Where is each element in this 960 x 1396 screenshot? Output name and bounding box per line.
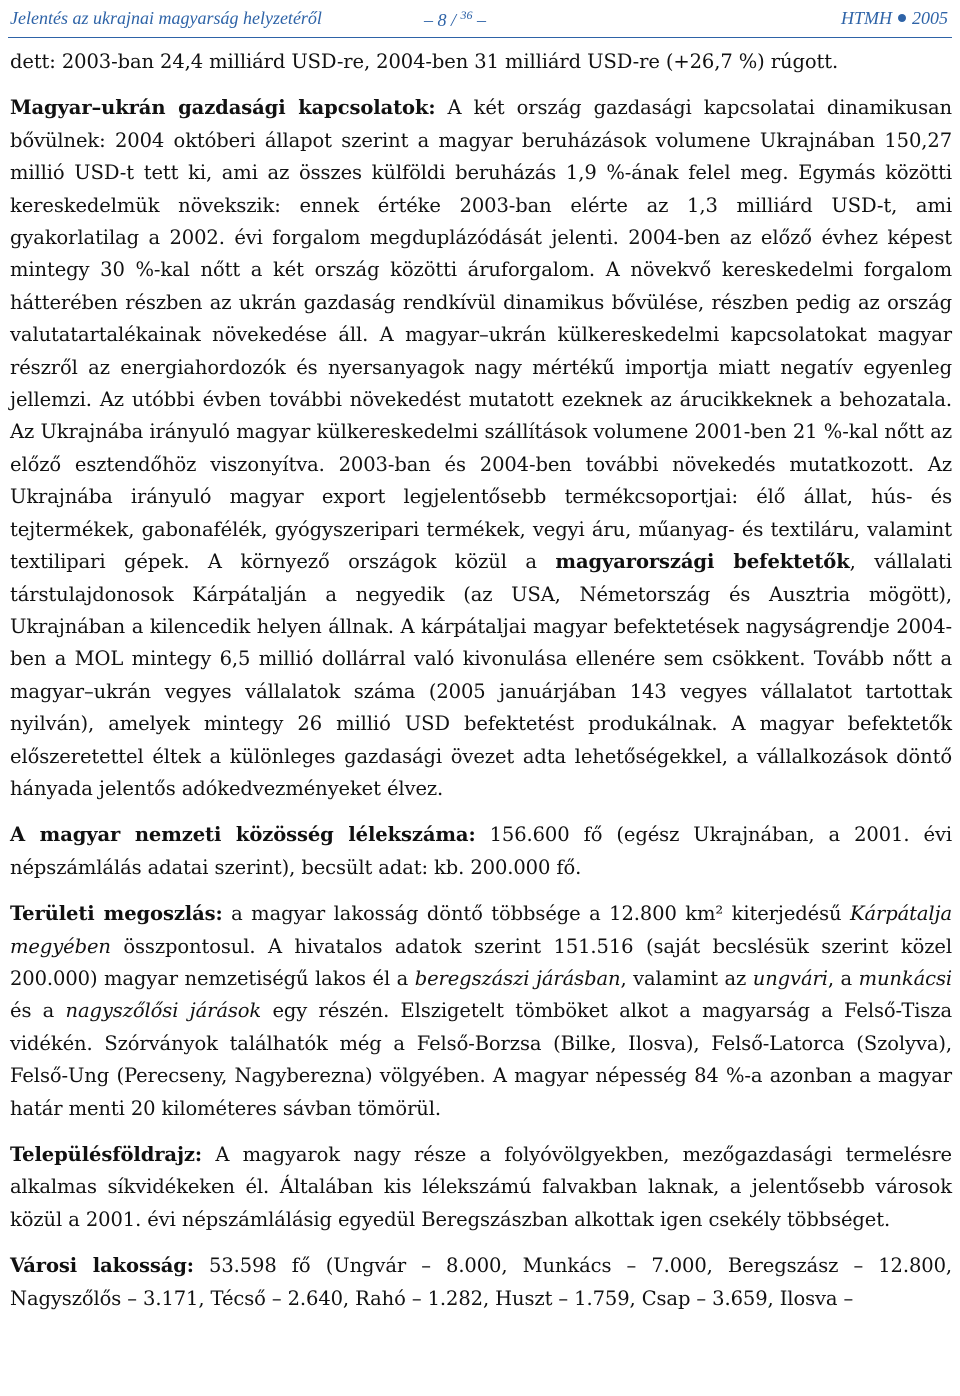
document-title: Jelentés az ukrajnai magyarság helyzetéről xyxy=(10,8,322,28)
page-suffix: – xyxy=(472,10,487,30)
italic-phrase: Kárpátalja megyében xyxy=(10,902,952,958)
paragraph-text: 53.598 fő (Ungvár – 8.000, Munkács – 7.000, Beregszász – 12.800, Nagyszőlős – 3.171, Técső – 2.640, Rahó – 1.282, Huszt – 1.759, Csap – 3.659, Ilosva – xyxy=(10,1254,952,1310)
header-org xyxy=(841,8,948,29)
italic-phrase: nagyszőlősi járások xyxy=(65,999,262,1023)
bold-phrase: magyarországi befektetők xyxy=(555,550,850,574)
page-header xyxy=(0,0,960,40)
paragraph-text: A két ország gazdasági kapcsolatai dinamikusan bővülnek: 2004 októberi állapot szerint a magyar beruházások volumene Ukrajnában 150,27 millió USD-t tett ki, ami az összes külföldi beruházás 1,9 %-ának felel meg. Egymás közötti kereskedelmük növekszik: ennek értéke 2003-ban elérte az 1,3 milliárd USD-t, ami gyakorlatilag a 2002. évi forgalom megduplázódását jelenti. 2004-ben az előző évhez képest mintegy 30 %-kal nőtt a két ország közötti áruforgalom. A növekvő kereskedelmi forgalom hátterében részben az ukrán gazdaság rendkívül dinamikus bővülése, részben pedig az ország valutatartalékainak növekedése áll. A magyar–ukrán külkereskedelmi kapcsolatokat magyar részről az energiahordozók és nyersanyagok nagy mértékű importja miatt negatív egyenleg jellemzi. Az utóbbi évben további növekedést mutatott ezeknek az árucikkeknek a behozatala. Az Ukrajnába irányuló magyar külkereskedelmi szállítások volumene 2001-ben 21 %-kal nőtt az előző esztendőhöz viszonyítva. 2003-ban és 2004-ben további növekedés mutatkozott. Az Ukrajnába irányuló magyar export legjelentősebb termékcsoportjai: élő állat, hús- és tejtermékek, gabonafélék, gyógyszeripari termékek, vegyi áru, műanyag- és textiláru, valamint textilipari gépek. A környező országok közül a xyxy=(10,96,952,574)
italic-phrase: ungvári xyxy=(752,966,828,990)
section-heading: Településföldrajz: xyxy=(10,1143,202,1166)
paragraph-urban-population xyxy=(10,1250,952,1315)
paragraph-population xyxy=(10,819,952,884)
page-total: 36 xyxy=(460,8,473,22)
paragraph-text: , a xyxy=(827,966,859,990)
org-name: HTMH xyxy=(840,8,892,28)
section-heading: Területi megoszlás: xyxy=(10,902,223,926)
header-rule xyxy=(8,37,952,38)
section-heading: Városi lakosság: xyxy=(10,1254,194,1278)
page-prefix: – 8 / xyxy=(424,10,461,30)
paragraph-text: , vállalati társtulajdonosok Kárpátalján a negyedik (az USA, Németország és Ausztria mögött), Ukrajnában a kilencedik helyen állnak. A kárpátaljai magyar befektetések nagyságrendje 2004-ben a MOL mintegy 6,5 millió dollárral való kivonulása ellenére sem csökkent. Tovább nőtt a magyar–ukrán vegyes vállalatok száma (2005 januárjában 143 vegyes vállalatot tartottak nyilván), amelyek mintegy 26 millió USD befektetést produkálnak. A magyar befektetők előszeretettel éltek a különleges gazdasági övezet adta lehetőségekkel, a vállalkozások döntő hányada jelentős adókedvezményeket élvez. xyxy=(10,550,952,800)
paragraph-text: 156.600 fő (egész Ukrajnában, a 2001. évi népszámlálás adatai szerint), becsült adat: kb. 200.000 fő. xyxy=(10,823,952,879)
org-year: 2005 xyxy=(912,8,948,28)
paragraph-text: dett: 2003-ban 24,4 milliárd USD-re, 2004-ben 31 milliárd USD-re (+26,7 %) rúgott. xyxy=(10,50,839,73)
paragraph-text: A magyarok nagy része a folyóvölgyekben, mezőgazdasági termelésre alkalmas síkvidékeken él. Általában kis lélekszámú falvakban laknak, a jelentősebb városok közül a 2001. évi népszámlálásig egyedül Beregszászban alkottak igen csekély többséget. xyxy=(10,1143,952,1231)
document-body xyxy=(10,46,952,1329)
paragraph-settlement-geography xyxy=(10,1139,952,1236)
page-number xyxy=(424,8,486,31)
paragraph-economic-relations xyxy=(10,92,952,805)
paragraph-territorial-distribution xyxy=(10,898,952,1125)
italic-phrase: munkácsi xyxy=(858,966,952,990)
paragraph-text: és a xyxy=(10,999,66,1023)
paragraph-text: , valamint az xyxy=(620,966,753,990)
paragraph-text: a magyar lakosság döntő többsége a 12.800 km² kiterjedésű xyxy=(222,902,850,926)
bullet-dot-icon xyxy=(898,14,906,22)
section-heading: A magyar nemzeti közösség lélekszáma: xyxy=(10,823,476,847)
paragraph-text: összpontosul. A hivatalos adatok szerint 151.516 (saját becslésük szerint közel 200.000) magyar nemzetiségű lakos él a xyxy=(10,934,952,990)
paragraph-text: egy részén. Elszigetelt tömböket alkot a magyarság a Felső-Tisza vidékén. Szórványok találhatók még a Felső-Borzsa (Bilke, Ilosva), Felső-Latorca (Szolyva), Felső-Ung (Perecseny, Nagyberezna) völgyében. A magyar népesség 84 %-a azonban a magyar határ menti 20 kilométeres sávban tömörül. xyxy=(10,999,952,1120)
italic-phrase: beregszászi járásban xyxy=(414,966,621,990)
section-heading: Magyar–ukrán gazdasági kapcsolatok: xyxy=(10,96,436,120)
paragraph-gdp xyxy=(10,46,952,78)
